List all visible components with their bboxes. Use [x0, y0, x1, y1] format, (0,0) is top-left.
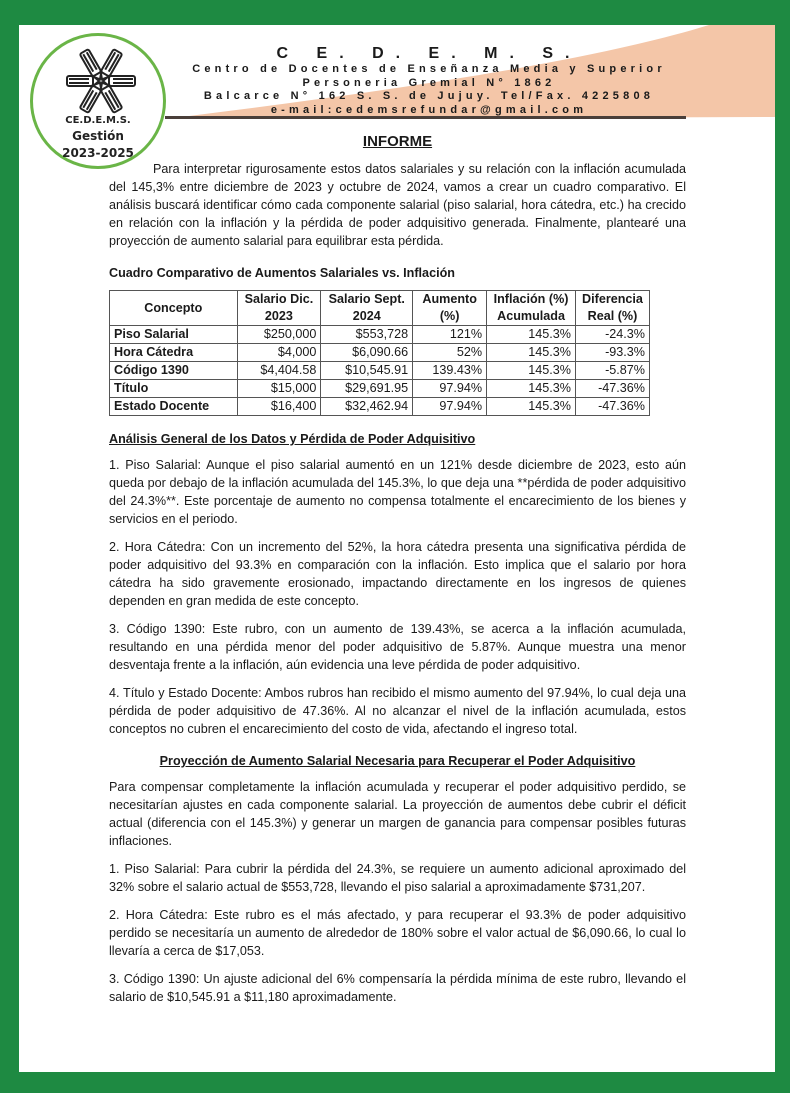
cell-aumento: 97.94% [413, 380, 487, 398]
projection-item-codigo-1390: 3. Código 1390: Un ajuste adicional del 6% compensaría la pérdida mínima de este rubro, llevando el salario de $10,545.91 a $11,180 aproximadamente. [109, 972, 686, 1004]
analysis-item-hora-catedra: 2. Hora Cátedra: Con un incremento del 52%, la hora cátedra presenta una significativa pérdida de poder adquisitivo del 93.3% en comparación con la inflación. Esto implica que el salario por hora cátedra ha sido gravemente erosionado, impactando directamente en los ingresos de quienes dependen en gran medida de este concepto. [109, 540, 686, 608]
cell-inflacion: 145.3% [487, 326, 576, 344]
cell-aumento: 139.43% [413, 362, 487, 380]
header-concepto: Concepto [110, 291, 238, 326]
cell-salario-sept: $29,691.95 [321, 380, 413, 398]
table-row [110, 398, 650, 416]
cell-concepto: Estado Docente [110, 398, 238, 416]
cell-diferencia: -47.36% [575, 398, 649, 416]
cell-salario-dic: $4,404.58 [237, 362, 321, 380]
header-salario-sept: Salario Sept. 2024 [321, 291, 413, 326]
table-row [110, 344, 650, 362]
cell-diferencia: -5.87% [575, 362, 649, 380]
table-row [110, 362, 650, 380]
cell-salario-sept: $553,728 [321, 326, 413, 344]
letterhead [169, 45, 689, 117]
projection-intro-paragraph: Para compensar completamente la inflación acumulada y recuperar el poder adquisitivo perdido, se necesitarían ajustes en cada componente salarial. La proyección de aumentos debe cubrir el déficit actual (diferencia con el 145.3%) y generar un margen de ganancia para compensar posibles futuras inflaciones. [109, 780, 686, 848]
cell-diferencia: -93.3% [575, 344, 649, 362]
table-row [110, 380, 650, 398]
cell-aumento: 97.94% [413, 398, 487, 416]
cell-salario-sept: $10,545.91 [321, 362, 413, 380]
table-title: Cuadro Comparativo de Aumentos Salariales vs. Inflación [109, 266, 455, 280]
header-aumento: Aumento (%) [413, 291, 487, 326]
document-title: INFORME [362, 133, 433, 150]
cell-inflacion: 145.3% [487, 380, 576, 398]
logo-org-acronym: CE.D.E.M.S. [65, 115, 131, 126]
cell-salario-dic: $250,000 [237, 326, 321, 344]
cell-inflacion: 145.3% [487, 344, 576, 362]
analysis-item-piso-salarial: 1. Piso Salarial: Aunque el piso salarial aumentó en un 121% desde diciembre de 2023, esto aún queda por debajo de la inflación acumulada del 145.3%, lo que deja una **pérdida de poder adquisitivo del 24.3%**. Este porcentaje de aumento no compensa totalmente el encarecimiento de los bienes y servicios en el periodo. [109, 458, 686, 526]
logo-gestion-label: Gestión [72, 129, 124, 143]
header-inflacion: Inflación (%) Acumulada [487, 291, 576, 326]
document-page [19, 25, 775, 1072]
cell-salario-dic: $16,400 [237, 398, 321, 416]
cell-inflacion: 145.3% [487, 362, 576, 380]
table-header-row [110, 291, 650, 326]
analysis-item-titulo-estado-docente: 4. Título y Estado Docente: Ambos rubros han recibido el mismo aumento del 97.94%, lo cual deja una pérdida de poder adquisitivo de 47.36%. Al no alcanzar el nivel de la inflación acumulada, estos conceptos no cubren el encarecimiento del costo de vida, afectando el ingreso total. [109, 686, 686, 736]
cell-concepto: Piso Salarial [110, 326, 238, 344]
cell-concepto: Hora Cátedra [110, 344, 238, 362]
comparison-table [109, 290, 650, 416]
logo-period: 2023-2025 [62, 146, 134, 160]
cell-salario-sept: $6,090.66 [321, 344, 413, 362]
cell-inflacion: 145.3% [487, 398, 576, 416]
pencils-asterisk-icon [63, 48, 139, 114]
analysis-item-codigo-1390: 3. Código 1390: Este rubro, con un aumento de 139.43%, se acerca a la inflación acumulada, resultando en una pérdida menor del poder adquisitivo de 5.87%. Aunque muestra una menor desventaja frente a la inflación, aún evidencia una leve pérdida de poder adquisitivo. [109, 622, 686, 672]
document-body [109, 133, 686, 1006]
projection-item-hora-catedra: 2. Hora Cátedra: Este rubro es el más afectado, y para recuperar el 93.3% de poder adquisitivo perdido se necesitaría un aumento de alrededor de 180% sobre el valor actual de $6,090.66, lo cual lo llevaría a cerca de $17,053. [109, 908, 686, 958]
cell-diferencia: -24.3% [575, 326, 649, 344]
cell-salario-sept: $32,462.94 [321, 398, 413, 416]
cell-salario-dic: $15,000 [237, 380, 321, 398]
table-row [110, 326, 650, 344]
projection-heading: Proyección de Aumento Salarial Necesaria para Recuperar el Poder Adquisitivo [159, 754, 636, 768]
cell-aumento: 121% [413, 326, 487, 344]
cell-salario-dic: $4,000 [237, 344, 321, 362]
cell-concepto: Título [110, 380, 238, 398]
letterhead-email: e-mail:cedemsrefundar@gmail.com [270, 103, 588, 116]
projection-item-piso-salarial: 1. Piso Salarial: Para cubrir la pérdida del 24.3%, se requiere un aumento adicional aproximado del 32% sobre el salario actual de $553,728, llevando el piso salarial a aproximadamente $731,207. [109, 862, 686, 894]
header-salario-dic: Salario Dic. 2023 [237, 291, 321, 326]
cell-aumento: 52% [413, 344, 487, 362]
letterhead-org-name: C E. D. E. M. S. [276, 45, 582, 62]
letterhead-personeria: Personeria Gremial N° 1862 [302, 76, 556, 89]
intro-paragraph: Para interpretar rigurosamente estos datos salariales y su relación con la inflación acumulada del 145,3% entre diciembre de 2023 y octubre de 2024, vamos a crear un cuadro comparativo. El análisis buscará identificar cómo cada componente salarial (piso salarial, hora cátedra, etc.) ha crecido en relación con la inflación y la pérdida de poder adquisitivo generada. Finalmente, plantearé una proyección de aumento salarial para equilibrar esta pérdida. [109, 162, 686, 248]
letterhead-address: Balcarce N° 162 S. S. de Jujuy. Tel/Fax. 4225808 [203, 90, 655, 102]
cell-diferencia: -47.36% [575, 380, 649, 398]
analysis-heading: Análisis General de los Datos y Pérdida de Poder Adquisitivo [109, 432, 476, 446]
cell-concepto: Código 1390 [110, 362, 238, 380]
letterhead-full-name: Centro de Docentes de Enseñanza Media y Superior [192, 63, 666, 75]
header-diferencia: Diferencia Real (%) [575, 291, 649, 326]
